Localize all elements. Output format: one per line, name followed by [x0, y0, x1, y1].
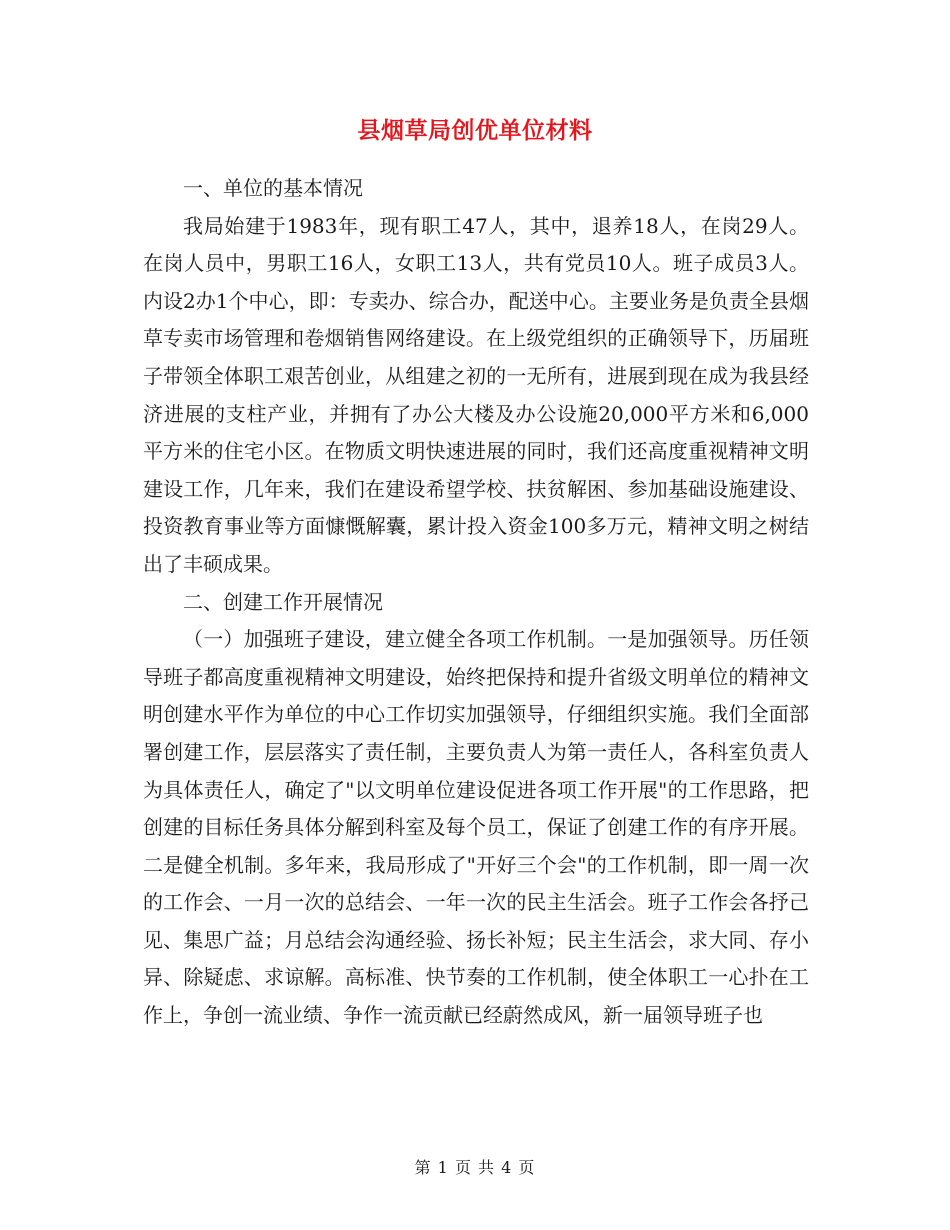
- section-heading-basic-info: 一、单位的基本情况: [183, 176, 363, 200]
- section-paragraph-basic-info: 我局始建于1983年，现有职工47人，其中，退养18人，在岗29人。在岗人员中，男职工16人，女职工13人，共有党员10人。班子成员3人。内设2办1个中心，即：专卖办、综合办，配送中心。主要业务是负责全县烟草专卖市场管理和卷烟销售网络建设。在上级党组织的正确领导下，历届班子带领全体职工艰苦创业，从组建之初的一无所有，进展到现在成为我县经济进展的支柱产业，并拥有了办公大楼及办公设施20,000平方米和6,000平方米的住宅小区。在物质文明快速进展的同时，我们还高度重视精神文明建设工作，几年来，我们在建设希望学校、扶贫解困、参加基础设施建设、投资教育事业等方面慷慨解囊，累计投入资金100多万元，精神文明之树结出了丰硕成果。: [143, 213, 809, 576]
- section-paragraph-work-progress: （一）加强班子建设，建立健全各项工作机制。一是加强领导。历任领导班子都高度重视精神文明建设，始终把保持和提升省级文明单位的精神文明创建水平作为单位的中心工作切实加强领导，仔细组织实施。我们全面部署创建工作，层层落实了责任制，主要负责人为第一责任人，各科室负责人为具体责任人，确定了"以文明单位建设促进各项工作开展"的工作思路，把创建的目标任务具体分解到科室及每个员工，保证了创建工作的有序开展。二是健全机制。多年来，我局形成了"开好三个会"的工作机制，即一周一次的工作会、一月一次的总结会、一年一次的民主生活会。班子工作会各抒己见、集思广益；月总结会沟通经验、扬长补短；民主生活会，求大同、存小异、除疑虑、求谅解。高标准、快节奏的工作机制，使全体职工一心扑在工作上，争创一流业绩、争作一流贡献已经蔚然成风，新一届领导班子也: [143, 627, 809, 1028]
- document-body: [143, 170, 809, 1035]
- document-title: 县烟草局创优单位材料: [357, 117, 593, 144]
- page-footer: [0, 1155, 950, 1178]
- page-number-text: 第 1 页 共 4 页: [414, 1158, 536, 1177]
- section-heading-work-progress: 二、创建工作开展情况: [183, 589, 383, 614]
